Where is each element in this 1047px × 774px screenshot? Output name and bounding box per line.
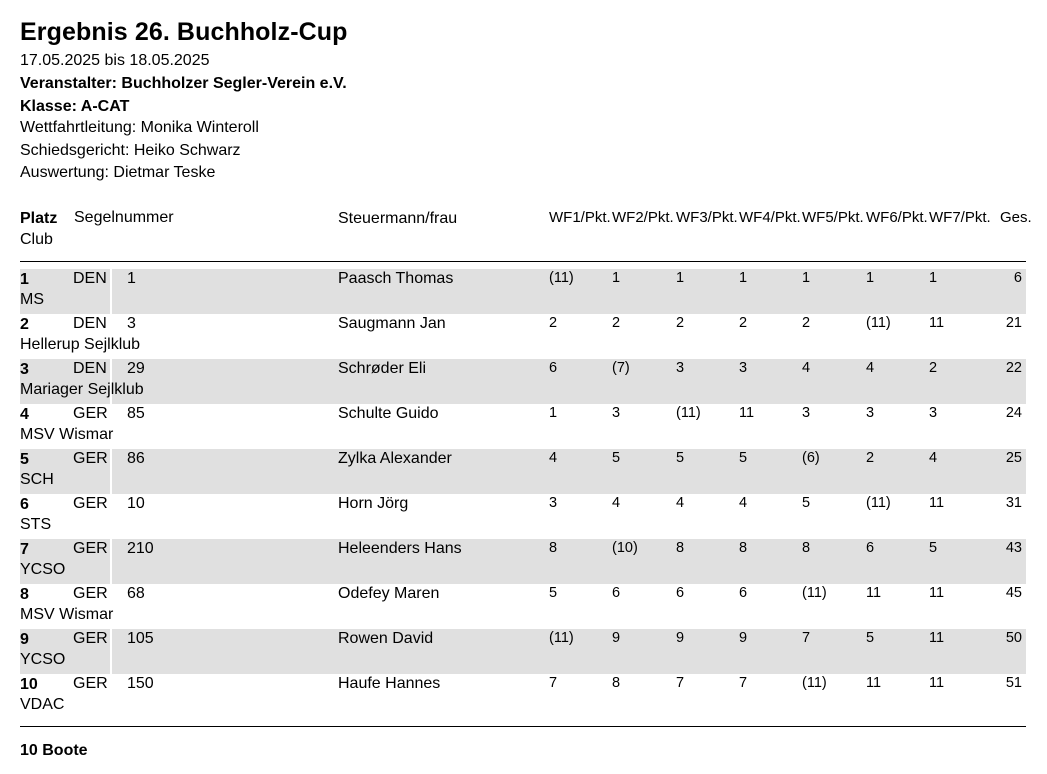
race-score-cell: 7 — [676, 675, 685, 691]
race-score-cell: 6 — [866, 540, 875, 556]
place-cell: 7 — [20, 541, 29, 558]
race-score-cell: 3 — [802, 405, 811, 421]
total-cell: 22 — [1005, 360, 1022, 376]
table-row — [20, 359, 1026, 404]
race-score-cell: 5 — [676, 450, 685, 466]
helm-cell: Horn Jörg — [338, 495, 409, 512]
col-wf1: WF1/Pkt. — [549, 209, 611, 226]
race-score-cell: (11) — [802, 585, 827, 601]
race-score-cell: (11) — [866, 495, 891, 511]
table-row — [20, 584, 1026, 629]
col-wf3: WF3/Pkt. — [676, 209, 738, 226]
race-score-cell: 6 — [676, 585, 685, 601]
row-band — [20, 449, 1026, 494]
helm-cell: Haufe Hannes — [338, 675, 441, 692]
table-row — [20, 404, 1026, 449]
club-cell: VDAC — [20, 696, 65, 713]
row-band — [20, 269, 1026, 314]
total-cell: 43 — [1005, 540, 1022, 556]
helm-cell: Schulte Guido — [338, 405, 439, 422]
race-score-cell: 3 — [676, 360, 685, 376]
nation-cell: GER — [73, 630, 108, 647]
nation-cell: GER — [73, 405, 108, 422]
table-row — [20, 494, 1026, 539]
row-band — [20, 359, 1026, 404]
total-cell: 25 — [1005, 450, 1022, 466]
nation-cell: DEN — [73, 270, 107, 287]
club-cell: YCSO — [20, 651, 66, 668]
table-row — [20, 629, 1026, 674]
col-wf6: WF6/Pkt. — [866, 209, 928, 226]
race-score-cell: 8 — [802, 540, 811, 556]
table-row — [20, 269, 1026, 314]
race-score-cell: 1 — [929, 270, 938, 286]
sail-number-cell: 1 — [127, 270, 136, 287]
race-score-cell: (11) — [549, 270, 574, 286]
table-row — [20, 314, 1026, 359]
row-band-gap — [110, 449, 112, 494]
race-score-cell: 1 — [866, 270, 875, 286]
sail-number-cell: 3 — [127, 315, 136, 332]
race-score-cell: 7 — [739, 675, 748, 691]
col-sail-number: Segelnummer — [74, 209, 174, 226]
race-score-cell: 1 — [612, 270, 621, 286]
race-score-cell: 9 — [739, 630, 748, 646]
table-row — [20, 539, 1026, 584]
total-cell: 51 — [1005, 675, 1022, 691]
club-cell: STS — [20, 516, 52, 533]
place-cell: 3 — [20, 361, 29, 378]
place-cell: 9 — [20, 631, 29, 648]
race-score-cell: 2 — [802, 315, 811, 331]
total-cell: 31 — [1005, 495, 1022, 511]
sail-number-cell: 150 — [127, 675, 154, 692]
race-score-cell: 7 — [549, 675, 558, 691]
jury: Schiedsgericht: Heiko Schwarz — [20, 142, 241, 159]
club-cell: MS — [20, 291, 44, 308]
sail-number-cell: 86 — [127, 450, 145, 467]
nation-cell: GER — [73, 675, 108, 692]
total-cell: 21 — [1005, 315, 1022, 331]
race-score-cell: 5 — [549, 585, 558, 601]
race-score-cell: 3 — [549, 495, 558, 511]
scoring: Auswertung: Dietmar Teske — [20, 164, 216, 181]
total-cell: 24 — [1005, 405, 1022, 421]
nation-cell: GER — [73, 540, 108, 557]
race-score-cell: 11 — [929, 315, 945, 331]
race-score-cell: 4 — [802, 360, 811, 376]
club-cell: MSV Wismar — [20, 606, 114, 623]
place-cell: 8 — [20, 586, 29, 603]
helm-cell: Odefey Maren — [338, 585, 440, 602]
nation-cell: GER — [73, 450, 108, 467]
race-score-cell: 11 — [929, 630, 945, 646]
race-score-cell: (10) — [612, 540, 638, 556]
place-cell: 6 — [20, 496, 29, 513]
col-place: Platz — [20, 210, 58, 227]
race-score-cell: 2 — [549, 315, 558, 331]
nation-cell: DEN — [73, 360, 107, 377]
race-score-cell: 8 — [549, 540, 558, 556]
race-score-cell: 11 — [929, 675, 945, 691]
race-score-cell: 2 — [676, 315, 685, 331]
race-score-cell: 6 — [739, 585, 748, 601]
row-band-gap — [110, 269, 112, 314]
race-score-cell: (11) — [549, 630, 574, 646]
place-cell: 1 — [20, 271, 29, 288]
club-cell: SCH — [20, 471, 54, 488]
sail-number-cell: 68 — [127, 585, 145, 602]
race-score-cell: 1 — [802, 270, 811, 286]
race-score-cell: (11) — [866, 315, 891, 331]
row-band — [20, 539, 1026, 584]
row-band-gap — [110, 629, 112, 674]
nation-cell: GER — [73, 495, 108, 512]
header-divider — [20, 261, 1026, 262]
race-management: Wettfahrtleitung: Monika Winteroll — [20, 119, 259, 136]
club-cell: Hellerup Sejlklub — [20, 336, 141, 353]
race-score-cell: (11) — [802, 675, 827, 691]
race-score-cell: 4 — [866, 360, 875, 376]
place-cell: 10 — [20, 676, 38, 693]
race-score-cell: 2 — [612, 315, 621, 331]
page-title: Ergebnis 26. Buchholz-Cup — [20, 18, 348, 46]
col-wf2: WF2/Pkt. — [612, 209, 674, 226]
race-score-cell: 5 — [739, 450, 748, 466]
race-score-cell: 3 — [739, 360, 748, 376]
table-row — [20, 449, 1026, 494]
boat-class: Klasse: A-CAT — [20, 98, 130, 115]
total-cell: 50 — [1005, 630, 1022, 646]
col-wf5: WF5/Pkt. — [802, 209, 864, 226]
club-cell: Mariager Sejlklub — [20, 381, 144, 398]
helm-cell: Schrøder Eli — [338, 360, 427, 377]
nation-cell: DEN — [73, 315, 107, 332]
race-score-cell: 11 — [929, 495, 945, 511]
row-band-gap — [110, 539, 112, 584]
sail-number-cell: 210 — [127, 540, 154, 557]
footer-divider — [20, 726, 1026, 727]
race-score-cell: 7 — [802, 630, 811, 646]
nation-cell: GER — [73, 585, 108, 602]
race-score-cell: (6) — [802, 450, 820, 466]
table-row — [20, 674, 1026, 719]
race-score-cell: 4 — [612, 495, 621, 511]
helm-cell: Rowen David — [338, 630, 434, 647]
race-score-cell: 4 — [739, 495, 748, 511]
helm-cell: Zylka Alexander — [338, 450, 452, 467]
event-dates: 17.05.2025 bis 18.05.2025 — [20, 52, 210, 69]
race-score-cell: 1 — [549, 405, 558, 421]
race-score-cell: 5 — [866, 630, 875, 646]
race-score-cell: 9 — [676, 630, 685, 646]
race-score-cell: 4 — [676, 495, 685, 511]
helm-cell: Saugmann Jan — [338, 315, 446, 332]
boat-count: 10 Boote — [20, 742, 88, 759]
race-score-cell: 6 — [612, 585, 621, 601]
race-score-cell: 3 — [866, 405, 875, 421]
club-cell: MSV Wismar — [20, 426, 114, 443]
race-score-cell: 11 — [866, 675, 882, 691]
helm-cell: Paasch Thomas — [338, 270, 454, 287]
sail-number-cell: 10 — [127, 495, 145, 512]
race-score-cell: 6 — [549, 360, 558, 376]
place-cell: 2 — [20, 316, 29, 333]
sail-number-cell: 85 — [127, 405, 145, 422]
race-score-cell: 8 — [612, 675, 621, 691]
sail-number-cell: 105 — [127, 630, 154, 647]
race-score-cell: 5 — [612, 450, 621, 466]
total-cell: 6 — [1013, 270, 1022, 286]
col-club: Club — [20, 231, 53, 248]
race-score-cell: 1 — [676, 270, 685, 286]
col-wf4: WF4/Pkt. — [739, 209, 801, 226]
race-score-cell: 5 — [802, 495, 811, 511]
race-score-cell: 8 — [739, 540, 748, 556]
race-score-cell: 4 — [929, 450, 938, 466]
race-score-cell: 1 — [739, 270, 748, 286]
race-score-cell: 3 — [612, 405, 621, 421]
total-cell: 45 — [1005, 585, 1022, 601]
col-helm: Steuermann/frau — [338, 210, 458, 227]
col-wf7: WF7/Pkt. — [929, 209, 991, 226]
race-score-cell: (11) — [676, 405, 701, 421]
race-score-cell: 3 — [929, 405, 938, 421]
place-cell: 4 — [20, 406, 29, 423]
place-cell: 5 — [20, 451, 29, 468]
organizer: Veranstalter: Buchholzer Segler-Verein e.V. — [20, 75, 347, 92]
race-score-cell: 2 — [866, 450, 875, 466]
row-band — [20, 629, 1026, 674]
race-score-cell: 4 — [549, 450, 558, 466]
race-score-cell: 11 — [866, 585, 882, 601]
race-score-cell: 11 — [929, 585, 945, 601]
race-score-cell: 5 — [929, 540, 938, 556]
race-score-cell: 11 — [739, 405, 755, 421]
sail-number-cell: 29 — [127, 360, 145, 377]
race-score-cell: (7) — [612, 360, 630, 376]
race-score-cell: 2 — [929, 360, 938, 376]
race-score-cell: 2 — [739, 315, 748, 331]
col-total: Ges. — [1000, 209, 1032, 226]
club-cell: YCSO — [20, 561, 66, 578]
helm-cell: Heleenders Hans — [338, 540, 462, 557]
race-score-cell: 9 — [612, 630, 621, 646]
race-score-cell: 8 — [676, 540, 685, 556]
